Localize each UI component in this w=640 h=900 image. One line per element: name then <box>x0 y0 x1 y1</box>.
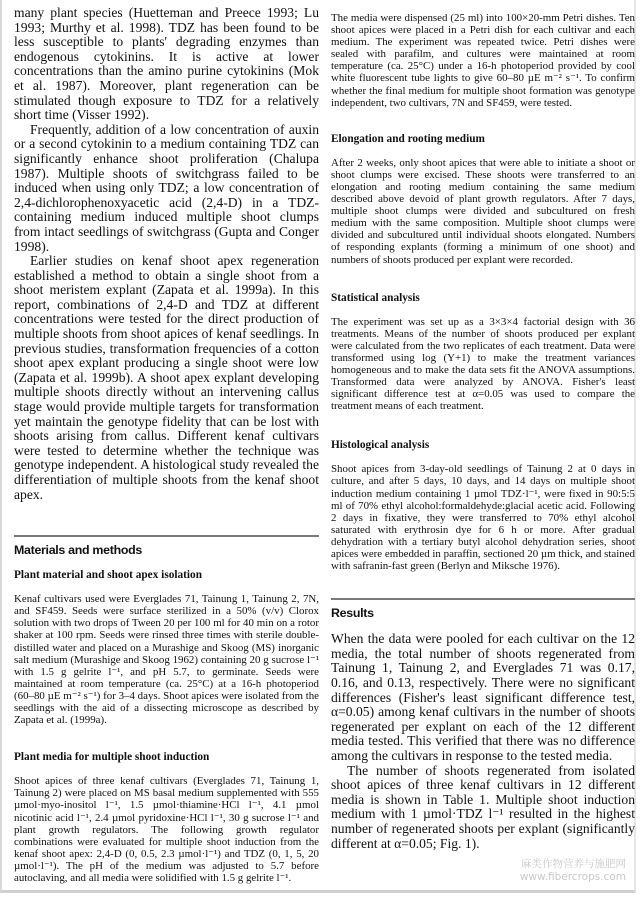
histological-heading: Histological analysis <box>331 439 430 452</box>
watermark-chinese: 麻类作物营养与施肥网 <box>521 858 626 870</box>
results-heading: Results <box>331 606 374 621</box>
materials-methods-heading: Materials and methods <box>14 543 142 558</box>
watermark <box>520 858 626 884</box>
statistical-body: The experiment was set up as a 3×3×4 factorial design with 36 treatments. Means of the number of shoots produced per explant were calculated from the two replicates of each treatment. Data were transformed using log (Y+1) to make the treatment variances homogeneous and to make the data sets fit the ANOVA assumptions. Transformed data were analyzed by ANOVA. Fisher's least significant difference test at α=0.05 was used to compare the treatment means of each treatment. <box>331 315 635 413</box>
media-continued-body: The media were dispensed (25 ml) into 100×20-mm Petri dishes. Ten shoot apices were placed in a Petri dish for each cultivar and each medium. The experiment was repeated twice. Petri dishes were sealed with parafilm, and cultures were maintained at room temperature (ca. 25°C) under a 16-h photoperiod provided by cool white fluorescent tube lights to give 60–80 µE m⁻² s⁻¹. To confirm whether the final medium for multiple shoot formation was genotype independent, two cultivars, 7N and SF459, were tested. <box>331 12 635 109</box>
left-column <box>14 6 319 884</box>
plant-material-heading: Plant material and shoot apex isolation <box>14 569 202 582</box>
results-paragraph-2: The number of shoots regenerated from isolated shoot apices of three kenaf cultivars in 12 different media is shown in Table 1. Multiple shoot induction medium with 1 µmol·TDZ l⁻¹ resulted in the highest number of regenerated shoots per explant (significantly different at α=0.05; Fig. 1). <box>331 762 635 851</box>
right-column <box>331 6 635 851</box>
watermark-url: www.fibercrops.com <box>519 871 626 883</box>
plant-media-heading: Plant media for multiple shoot induction <box>14 751 210 764</box>
intro-paragraph-3: Earlier studies on kenaf shoot apex regeneration established a method to obtain a single shoot from a shoot meristem explant (Zapata et al. 1999a). In this report, combinations of 2,4-D and TDZ at different concentrations were tested for the direct production of multiple shoots from shoot apices of kenaf seedlings. In previous studies, transformation frequencies of a cotton shoot apex explant producing a single shoot were low (Zapata et al. 1999b). A shoot apex explant developing multiple shoots directly without an intervening callus stage would provide multiple targets for transformation yet maintain the genotype fidelity that can be lost with shoots arising from callus. Different kenaf cultivars were tested to determine whether the technique was genotype independent. A histological study revealed the differentiation of multiple shoots from the kenaf shoot apex. <box>14 253 319 502</box>
intro-paragraph-2: Frequently, addition of a low concentration of auxin or a second cytokinin to a medium containing TDZ can significantly enhance shoot proliferation (Chalupa 1987). Multiple shoots of switchgrass failed to be induced when using only TDZ; a low concentration of 2,4-dichlorophenoxyacetic acid (2,4-D) in a TDZ-containing medium induced multiple shoot clumps from intact seedlings of switchgrass (Gupta and Conger 1998). <box>14 121 319 254</box>
intro-paragraph-1: many plant species (Huetteman and Preece 1993; Lu 1993; Murthy et al. 1998). TDZ has been found to be less susceptible to plants' degrading enzymes than endogenous cytokinins. It is active at lower concentrations than the amino purine cytokinins (Mok et al. 1987). Moreover, plant regeneration can be stimulated though exposure to TDZ for a relatively short time (Visser 1992). <box>14 5 319 123</box>
elongation-body: After 2 weeks, only shoot apices that were able to initiate a shoot or shoot clumps were excised. These shoots were transferred to an elongation and rooting medium containing the same medium described above devoid of plant growth regulators. After 7 days, multiple shoot clumps were divided and subcultured on fresh medium with the same composition. Multiple shoot clumps were divided and subcultured until individual shoots elongated. Numbers of responding explants (forming a minimum of one shoot) and numbers of shoots produced per explant were recorded. <box>331 156 635 266</box>
plant-media-body: Shoot apices of three kenaf cultivars (Everglades 71, Tainung 1, Tainung 2) were placed on MS basal medium supplemented with 555 µmol·myo-inositol l⁻¹, 1.5 µmol·thiamine·HCl l⁻¹, 4.1 µmol nicotinic acid l⁻¹, 2.4 µmol pyridoxine·HCl l⁻¹, 30 g sucrose l⁻¹ and plant growth regulators. The following growth regulator combinations were evaluated for multiple shoot induction from the kenaf shoot apex: 2,4-D (0, 0.5, 2.3 µmol·l⁻¹) and TDZ (0, 1, 5, 20 µmol·l⁻¹). The pH of the medium was adjusted to 5.7 before autoclaving, and all media were solidified with 1.5 g gelrite l⁻¹. <box>14 775 319 884</box>
histological-body: Shoot apices from 3-day-old seedlings of Tainung 2 at 0 days in culture, and after 5 days, 10 days, and 14 days on multiple shoot induction medium containing 1 µmol TDZ·l⁻¹, were fixed in 90:5:5 ml of 70% ethyl alcohol:formaldehyde:glacial acetic acid. Following 2 days in fixative, they were transferred to 70% ethyl alcohol saturated with erythrosin dye for 6 h or more. After gradual dehydration with a tertiary butyl alcohol dehydration series, shoot apices were embedded in paraffin, sectioned 20 µm thick, and stained with safranin-fast green (Berlyn and Miksche 1976). <box>331 463 635 573</box>
results-paragraph-1: When the data were pooled for each cultivar on the 12 media, the total number of shoots regenerated from Tainung 1, Tainung 2, and Everglades 71 was 0.17, 0.16, and 0.13, respectively. There were no significant differences (Fisher's least significant difference test, α=0.05) among kenaf cultivars in the number of shoots regenerated per explant on each of the 12 different media tested. This verified that there was no difference among the cultivars in response to the tested media. <box>331 631 635 763</box>
plant-material-body: Kenaf cultivars used were Everglades 71, Tainung 1, Tainung 2, 7N, and SF459. Seeds were surface sterilized in a 50% (v/v) Clorox solution with two drops of Tween 20 per 100 ml for 40 min on a rotor shaker at 100 rpm. Seeds were rinsed three times with sterile double-distilled water and placed on a Murashige and Skoog (MS) inorganic salt medium (Murashige and Skoog 1962) containing 20 g sucrose l⁻¹ with 1.5 g gelrite l⁻¹, and pH 5.7, to germinate. Seeds were maintained at room temperature (ca. 25°C) at a 16-h photoperiod (60–80 µE m⁻² s⁻¹) for 3–4 days. Shoot apices were isolated from the seedlings with the aid of a dissecting microscope as described by Zapata et al. (1999a). <box>14 593 319 727</box>
statistical-heading: Statistical analysis <box>331 291 420 304</box>
elongation-heading: Elongation and rooting medium <box>331 132 485 145</box>
